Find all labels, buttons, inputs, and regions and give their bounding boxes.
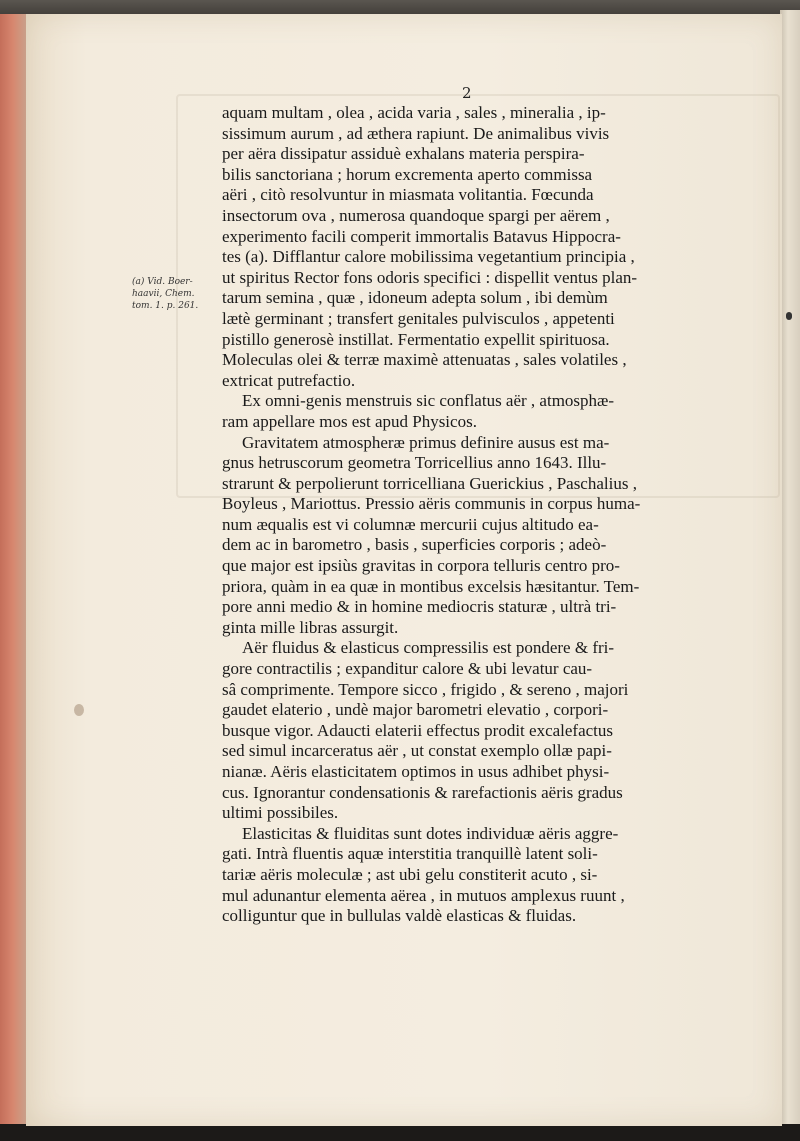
text-line: tes (a). Difflantur calore mobilissima vegetantium principia , xyxy=(222,247,635,267)
text-line: gaudet elaterio , undè major barometri elevatio , corpori- xyxy=(222,700,609,720)
text-line: colliguntur que in bullulas valdè elasticas & fluidas. xyxy=(222,906,577,926)
margin-note-line: (a) Vid. Boer- xyxy=(132,277,193,287)
text-line: gati. Intrà fluentis aquæ interstitia tranquillè latent soli- xyxy=(222,844,598,864)
text-line: extricat putrefactio. xyxy=(222,370,356,390)
text-line: sâ comprimente. Tempore sicco , frigido , & sereno , majori xyxy=(222,679,629,699)
text-line: num æqualis est vi columnæ mercurii cujus altitudo ea- xyxy=(222,514,599,534)
margin-note-line: tom. 1. p. 261. xyxy=(132,301,199,311)
text-line: ram appellare mos est apud Physicos. xyxy=(222,411,477,431)
text-line: pistillo generosè instillat. Fermentatio expellit spirituosa. xyxy=(222,329,610,349)
paragraph-start-line: Aër fluidus & elasticus compressilis est pondere & fri- xyxy=(242,638,615,658)
text-line: Boyleus , Mariottus. Pressio aëris communis in corpus huma- xyxy=(222,494,641,514)
paragraph-start-line: Elasticitas & fluiditas sunt dotes individuæ aëris aggre- xyxy=(242,823,619,843)
text-line: per aëra dissipatur assiduè exhalans materia perspira- xyxy=(222,144,585,164)
text-line: insectorum ova , numerosa quandoque spargi per aërem , xyxy=(222,205,610,225)
text-line: bilis sanctoriana ; horum excrementa aperto commissa xyxy=(222,164,593,184)
text-line: gore contractilis ; expanditur calore & ubi levatur cau- xyxy=(222,659,593,679)
body-text xyxy=(222,103,752,927)
margin-note-line: haavii, Chem. xyxy=(132,289,195,299)
text-line: strarunt & perpolierunt torricelliana Guerickius , Paschalius , xyxy=(222,473,637,493)
text-line: sissimum aurum , ad æthera rapiunt. De animalibus vivis xyxy=(222,123,610,143)
text-line: experimento facili comperit immortalis Batavus Hippocra- xyxy=(222,226,621,246)
paragraph-start-line: Gravitatem atmospheræ primus definire ausus est ma- xyxy=(242,432,610,452)
text-line: que major est ipsiùs gravitas in corpora telluris centro pro- xyxy=(222,556,620,576)
text-line: ginta mille libras assurgit. xyxy=(222,617,399,637)
paragraph-start-line: Ex omni-genis menstruis sic conflatus aër , atmosphæ- xyxy=(242,391,615,411)
text-line: busque vigor. Adaucti elaterii effectus prodit excalefactus xyxy=(222,720,614,740)
text-line: aëri , citò resolvuntur in miasmata volitantia. Fœcunda xyxy=(222,185,594,205)
text-line: mul adunantur elementa aërea , in mutuos amplexus ruunt , xyxy=(222,885,625,905)
scan-bottom-border xyxy=(0,1124,800,1141)
text-line: aquam multam , olea , acida varia , sales , mineralia , ip- xyxy=(222,103,606,122)
page-number: 2 xyxy=(462,84,472,102)
text-line: nianæ. Aëris elasticitatem optimos in usus adhibet physi- xyxy=(222,762,610,781)
text-line: ultimi possibiles. xyxy=(222,803,339,823)
text-line: dem ac in barometro , basis , superficies corporis ; adeò- xyxy=(222,535,607,555)
text-line: lætè germinant ; transfert genitales pulvisculos , appetenti xyxy=(222,308,615,328)
text-line: gnus hetruscorum geometra Torricellius anno 1643. Illu- xyxy=(222,453,607,473)
margin-footnote xyxy=(132,276,217,312)
text-line: tariæ aëris moleculæ ; ast ubi gelu constiterit acuto , si- xyxy=(222,864,598,884)
text-line: tarum semina , quæ , idoneum adepta solum , ibi demùm xyxy=(222,288,608,308)
page-edge-mark xyxy=(786,312,792,320)
text-line: cus. Ignorantur condensationis & rarefactionis aëris gradus xyxy=(222,782,623,802)
text-line: Moleculas olei & terræ maximè attenuatas , sales volatiles , xyxy=(222,350,627,370)
book-edge-left xyxy=(0,14,26,1126)
paper-stain xyxy=(74,704,84,716)
text-line: sed simul incarceratus aër , ut constat exemplo ollæ papi- xyxy=(222,741,612,761)
text-line: ut spiritus Rector fons odoris specifici : dispellit ventus plan- xyxy=(222,267,638,287)
book-edge-right xyxy=(780,10,800,1124)
text-line: pore anni medio & in homine mediocris staturæ , ultrà tri- xyxy=(222,597,617,617)
text-line: priora, quàm in ea quæ in montibus excelsis hæsitantur. Tem- xyxy=(222,576,640,596)
